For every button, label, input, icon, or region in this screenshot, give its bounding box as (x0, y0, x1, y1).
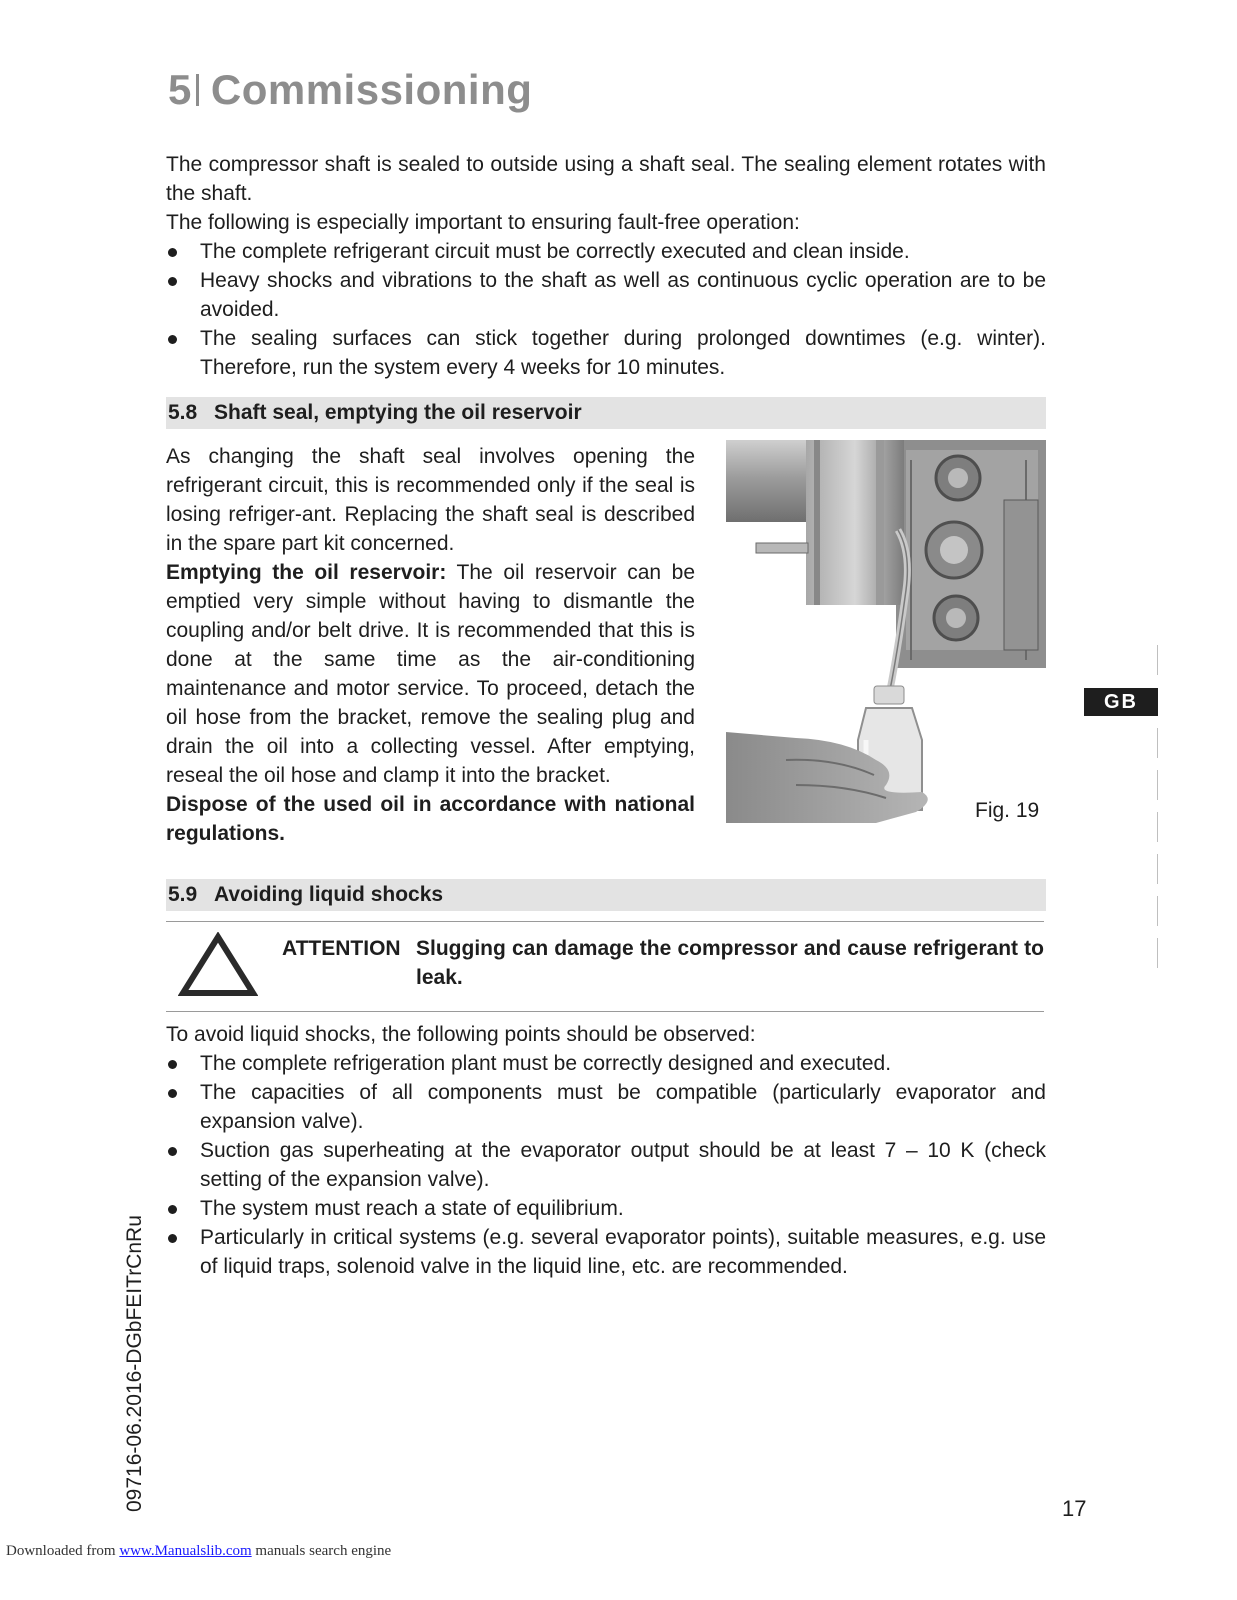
footer-prefix: Downloaded from (6, 1543, 120, 1559)
attention-text: Slugging can damage the compressor and cause refrigerant to leak. (416, 937, 1044, 989)
warning-triangle-icon (178, 932, 258, 1003)
figure-caption: Fig. 19 (975, 799, 1040, 822)
section-title: Shaft seal, emptying the oil reservoir (214, 401, 582, 424)
list-item: Heavy shocks and vibrations to the shaft as well as continuous cyclic operation are to be avoided. (166, 266, 1046, 324)
compressor-oil-drain-illustration (726, 440, 1046, 823)
language-tab[interactable]: GB (1084, 688, 1158, 716)
oil-reservoir-paragraph (166, 558, 695, 790)
intro-paragraph-1: The compressor shaft is sealed to outside using a shaft seal. The sealing element rotates with the shaft. (166, 153, 1046, 205)
intro-paragraph-2: The following is especially important to ensuring fault-free operation: (166, 211, 800, 234)
attention-label: ATTENTION (282, 937, 401, 960)
shaft-seal-paragraph: As changing the shaft seal involves opening the refrigerant circuit, this is recommended only if the seal is losing refriger-ant. Replacing the shaft seal is described in the spare part kit concerned. (166, 445, 695, 555)
margin-tick (1157, 645, 1158, 675)
margin-tick (1157, 728, 1158, 758)
list-item: The complete refrigerant circuit must be correctly executed and clean inside. (166, 237, 1046, 266)
chapter-title: Commissioning (210, 66, 533, 113)
chapter-divider (196, 74, 199, 106)
margin-tick (1157, 812, 1158, 842)
figure-oil-draining-photo (726, 440, 1046, 823)
disposal-note: Dispose of the used oil in accordance with national regulations. (166, 793, 695, 845)
manualslib-link[interactable]: www.Manualslib.com (119, 1543, 252, 1559)
liquid-shocks-bullet-list (166, 1049, 1046, 1281)
margin-tick (1157, 896, 1158, 926)
section-5-8-heading (166, 397, 1046, 429)
footer-suffix: manuals search engine (251, 1543, 392, 1559)
list-item: The complete refrigeration plant must be correctly designed and executed. (166, 1049, 1046, 1078)
section-number: 5.8 (168, 401, 198, 424)
intro-block (166, 150, 1046, 382)
list-item: Particularly in critical systems (e.g. several evaporator points), suitable measures, e.g. use of liquid traps, solenoid valve in the liquid line, etc. are recommended. (166, 1223, 1046, 1281)
section-5-9-body (166, 1020, 1046, 1281)
document-id: 09716-06.2016-DGbFEITrCnRu (123, 1215, 146, 1512)
list-item: Suction gas superheating at the evaporator output should be at least 7 – 10 K (check setting of the expansion valve). (166, 1136, 1046, 1194)
liquid-shocks-intro: To avoid liquid shocks, the following points should be observed: (166, 1023, 756, 1046)
margin-tick (1157, 770, 1158, 800)
oil-reservoir-lead: Emptying the oil reservoir: (166, 561, 447, 584)
page-number: 17 (1062, 1496, 1087, 1521)
attention-bottom-rule (166, 1011, 1044, 1012)
chapter-heading (168, 66, 532, 114)
section-5-9-heading (166, 879, 1046, 911)
attention-top-rule (166, 921, 1044, 922)
margin-tick (1157, 938, 1158, 968)
margin-tick (1157, 854, 1158, 884)
list-item: The sealing surfaces can stick together during prolonged downtimes (e.g. winter). Therefore, run the system every 4 weeks for 10 minutes. (166, 324, 1046, 382)
section-number: 5.9 (168, 883, 198, 906)
download-footer (6, 1543, 391, 1560)
section-5-8-body (166, 442, 695, 848)
oil-reservoir-text: The oil reservoir can be emptied very simple without having to dismantle the coupling and/or belt drive. It is recommended that this is done at the same time as the air-conditioning maintenance and motor service. To proceed, detach the oil hose from the bracket, remove the sealing plug and drain the oil into a collecting vessel. After emptying, reseal the oil hose and clamp it into the bracket. (166, 561, 695, 787)
intro-bullet-list (166, 237, 1046, 382)
list-item: The capacities of all components must be compatible (particularly evaporator and expansion valve). (166, 1078, 1046, 1136)
list-item: The system must reach a state of equilibrium. (166, 1194, 1046, 1223)
section-title: Avoiding liquid shocks (214, 883, 444, 906)
chapter-number: 5 (168, 66, 192, 113)
